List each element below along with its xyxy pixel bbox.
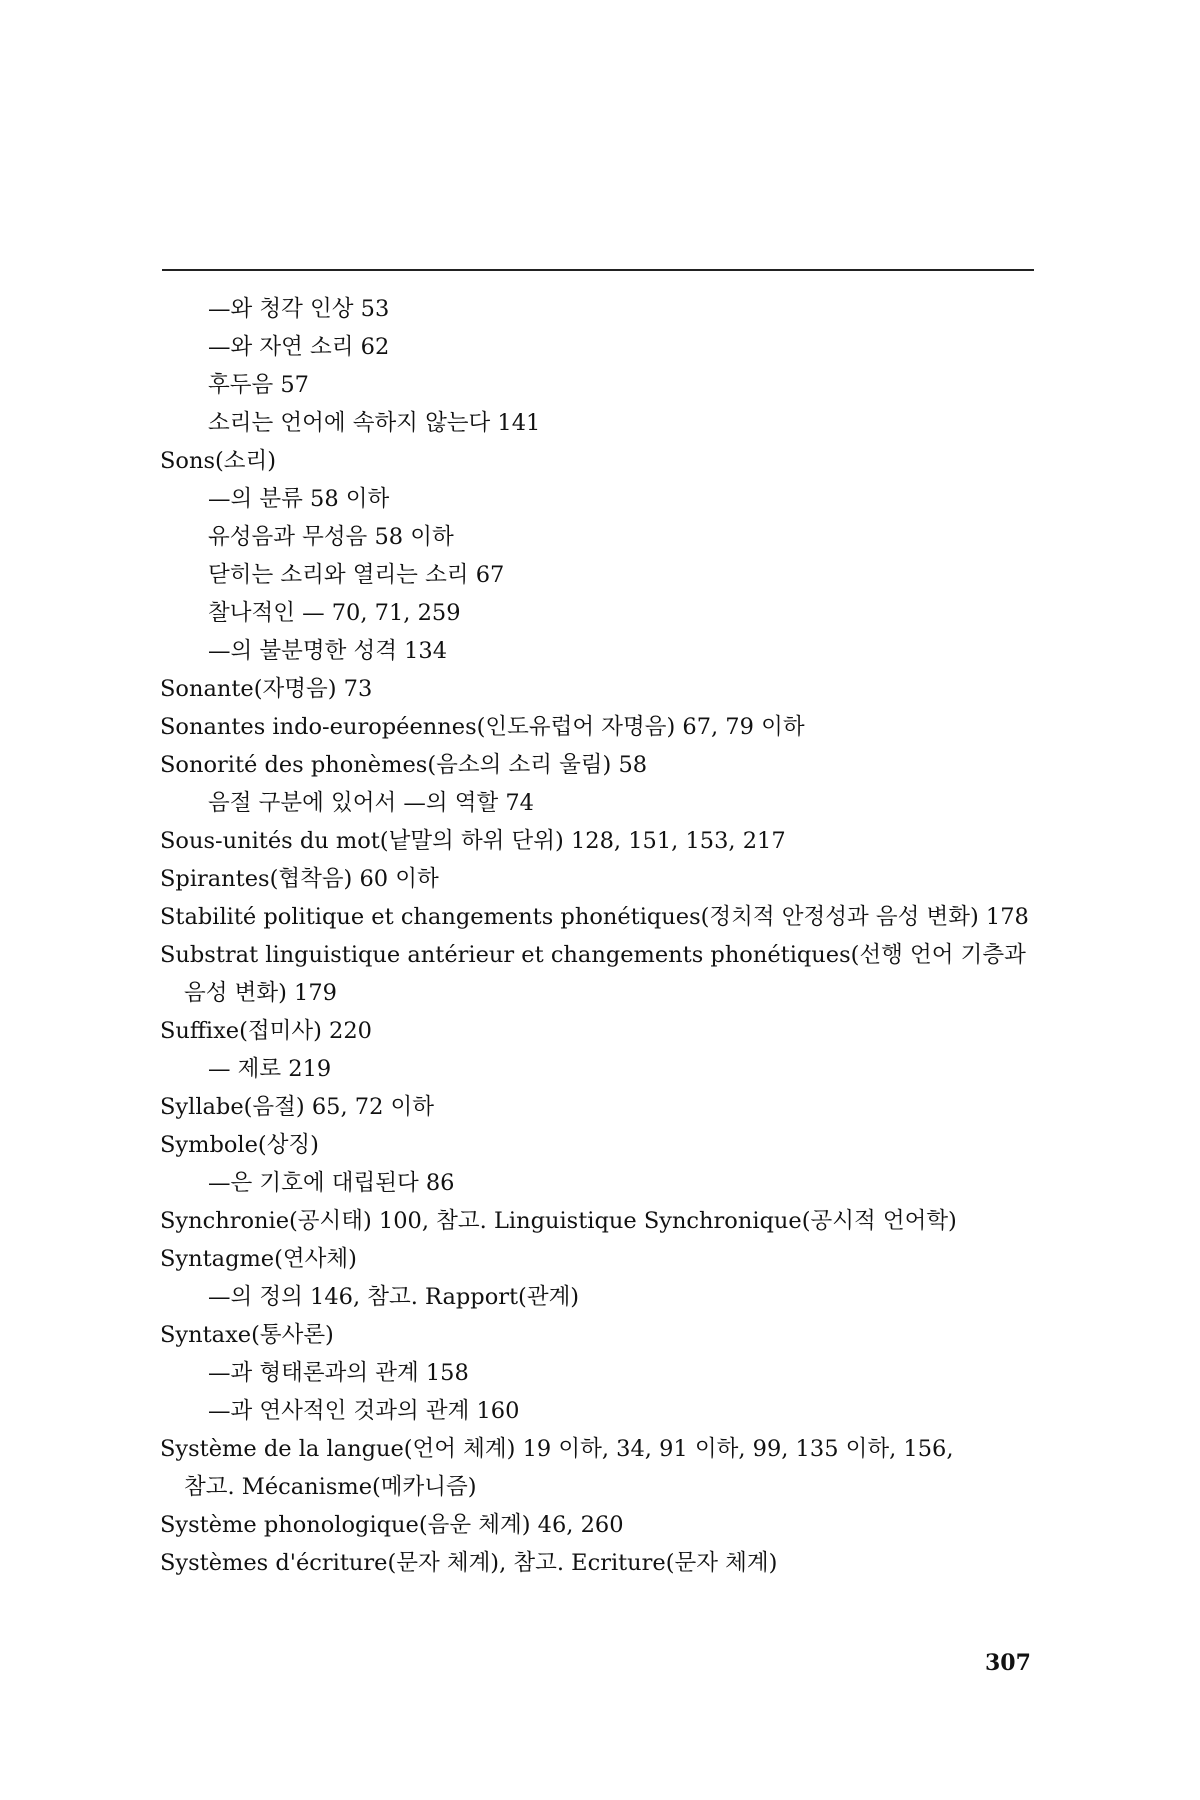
index-entry: Symbole(상징) (160, 1132, 319, 1158)
page-number: 307 (985, 1650, 1031, 1676)
index-entry: Suffixe(접미사) 220 (160, 1018, 372, 1044)
index-entry-continuation: 음성 변화) 179 (184, 980, 337, 1006)
index-entry: —의 정의 146, 참고. Rapport(관계) (208, 1284, 580, 1310)
index-entry: —은 기호에 대립된다 86 (208, 1170, 455, 1196)
index-entry: —와 자연 소리 62 (208, 334, 390, 360)
index-entry: 음절 구분에 있어서 —의 역할 74 (208, 790, 534, 816)
index-entry-text: Système de la langue(언어 체계) 19 이하, 34, 91 이하, 99, 135 이하, 156, (160, 1436, 954, 1462)
index-entry: 닫히는 소리와 열리는 소리 67 (208, 562, 505, 588)
index-entry: Syntaxe(통사론) (160, 1322, 334, 1348)
index-entry: Stabilité politique et changements phonétiques(정치적 안정성과 음성 변화) 178 (160, 904, 1029, 930)
index-entry: Sons(소리) (160, 448, 277, 474)
index-entry: — 제로 219 (208, 1056, 332, 1082)
index-entry (160, 1430, 1060, 1506)
index-entry: —과 연사적인 것과의 관계 160 (208, 1398, 520, 1424)
index-entry: 소리는 언어에 속하지 않는다 141 (208, 410, 541, 436)
index-entry: Systèmes d'écriture(문자 체계), 참고. Ecriture(문자 체계) (160, 1550, 778, 1576)
index-entry: —와 청각 인상 53 (208, 296, 390, 322)
index-entry: —의 분류 58 이하 (208, 486, 390, 512)
index-entry: 후두음 57 (208, 372, 309, 398)
index-entry: 찰나적인 — 70, 71, 259 (208, 600, 461, 626)
index-entry-continuation: 참고. Mécanisme(메카니즘) (184, 1474, 477, 1500)
index-entry (160, 936, 1060, 1012)
header-rule (162, 269, 1034, 271)
index-entry: Sous-unités du mot(낱말의 하위 단위) 128, 151, 153, 217 (160, 828, 786, 854)
index-entry: Sonantes indo-européennes(인도유럽어 자명음) 67, 79 이하 (160, 714, 805, 740)
index-entry: —의 불분명한 성격 134 (208, 638, 448, 664)
index-list (160, 290, 1060, 1582)
index-entry: Sonante(자명음) 73 (160, 676, 373, 702)
index-entry: Sonorité des phonèmes(음소의 소리 울림) 58 (160, 752, 648, 778)
index-entry: Syntagme(연사체) (160, 1246, 357, 1272)
index-entry: Spirantes(협착음) 60 이하 (160, 866, 439, 892)
index-entry: Système phonologique(음운 체계) 46, 260 (160, 1512, 624, 1538)
index-entry: Synchronie(공시태) 100, 참고. Linguistique Synchronique(공시적 언어학) (160, 1208, 957, 1234)
index-entry: Syllabe(음절) 65, 72 이하 (160, 1094, 435, 1120)
index-entry: —과 형태론과의 관계 158 (208, 1360, 469, 1386)
index-entry-text: Substrat linguistique antérieur et changements phonétiques(선행 언어 기층과 (160, 942, 1026, 968)
index-entry: 유성음과 무성음 58 이하 (208, 524, 454, 550)
